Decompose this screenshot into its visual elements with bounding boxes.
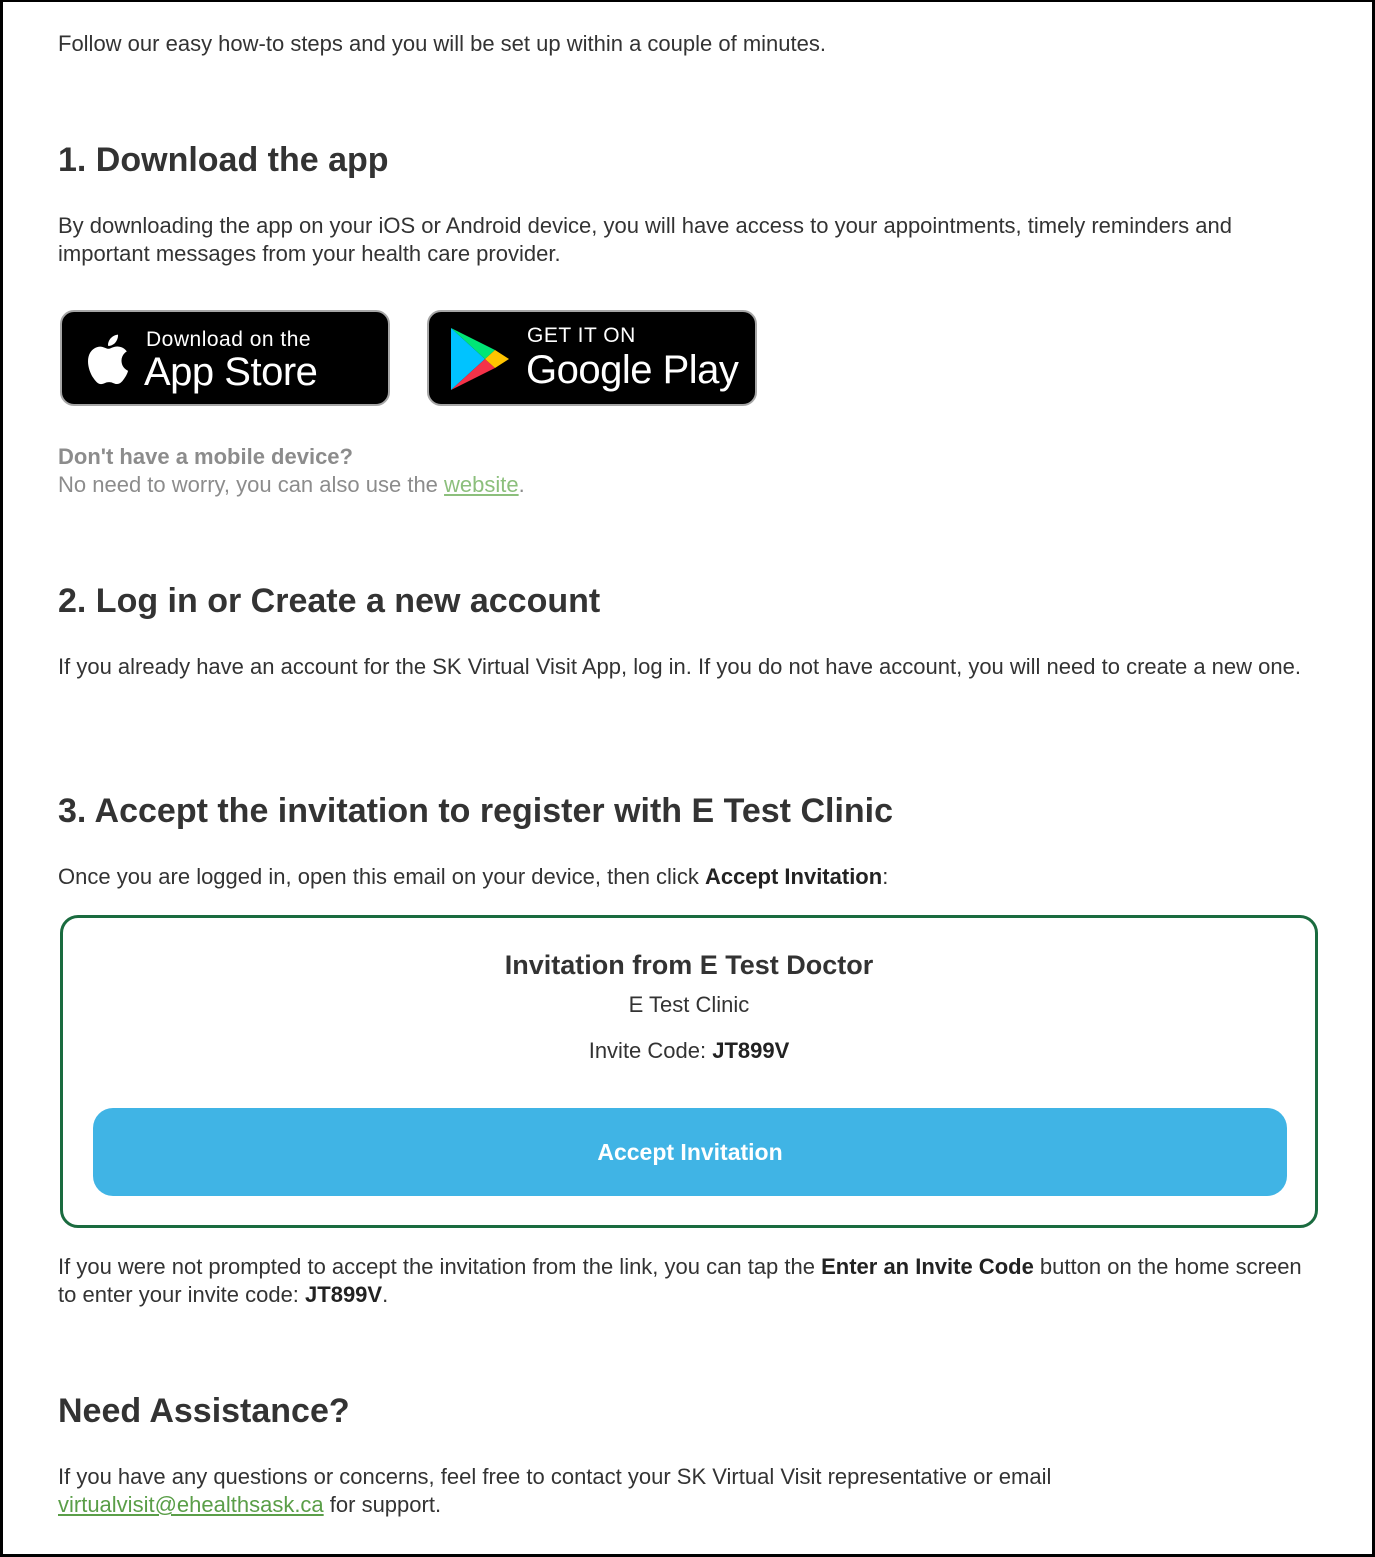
no-device-sentence: No need to worry, you can also use the: [58, 472, 438, 497]
support-email-link[interactable]: virtualvisit@ehealthsask.ca: [58, 1492, 324, 1517]
step2-heading: 2. Log in or Create a new account: [58, 582, 601, 620]
accept-invitation-button[interactable]: Accept Invitation: [93, 1108, 1287, 1196]
invitation-clinic: E Test Clinic: [628, 992, 750, 1017]
invitation-title: Invitation from E Test Doctor: [504, 950, 874, 980]
no-device-period: .: [518, 472, 525, 497]
app-store-small-text: Download on the: [146, 328, 312, 351]
invitation-card: [60, 915, 1318, 1228]
website-link[interactable]: website: [444, 472, 519, 497]
assistance-body: [58, 1463, 1320, 1519]
no-device-question: Don't have a mobile device?: [58, 444, 353, 469]
invite-code-line: [63, 1037, 1315, 1065]
step1-heading: 1. Download the app: [58, 141, 389, 179]
instruction-pre: Once you are logged in, open this email on your device, then click: [58, 864, 705, 889]
app-store-badge[interactable]: [60, 310, 390, 406]
app-store-big-text: App Store: [144, 350, 318, 394]
google-play-big-text: Google Play: [526, 348, 739, 392]
step3-heading: 3. Accept the invitation to register with E Test Clinic: [58, 792, 894, 830]
fallback-code: JT899V: [305, 1282, 383, 1307]
step3-fallback: [58, 1253, 1320, 1309]
invite-code-label: Invite Code:: [588, 1038, 713, 1063]
intro-text: Follow our easy how-to steps and you will be set up within a couple of minutes.: [58, 31, 826, 56]
assistance-post: for support.: [323, 1492, 442, 1517]
google-play-icon: [449, 326, 511, 392]
google-play-badge[interactable]: [427, 310, 757, 406]
apple-icon: [82, 330, 130, 388]
google-play-small-text: GET IT ON: [527, 324, 636, 347]
instruction-bold: Accept Invitation: [704, 864, 883, 889]
invite-code-value: JT899V: [712, 1038, 790, 1063]
step2-body: If you already have an account for the SK Virtual Visit App, log in. If you do not have account, you will need to create a new one.: [58, 654, 1301, 679]
instruction-post: :: [882, 864, 889, 889]
fallback-mid: button on the home screen to enter your invite code:: [58, 1254, 1302, 1307]
fallback-bold: Enter an Invite Code: [821, 1254, 1034, 1279]
fallback-post: .: [382, 1282, 389, 1307]
step1-body: By downloading the app on your iOS or Android device, you will have access to your appointments, timely reminders and important messages from your health care provider.: [58, 213, 1232, 266]
fallback-pre: If you were not prompted to accept the invitation from the link, you can tap the: [58, 1254, 822, 1279]
step3-instruction: [58, 863, 888, 891]
no-device-text: [58, 471, 525, 499]
assistance-heading: Need Assistance?: [58, 1392, 350, 1430]
assistance-pre: If you have any questions or concerns, feel free to contact your SK Virtual Visit representative or email: [58, 1464, 1052, 1489]
